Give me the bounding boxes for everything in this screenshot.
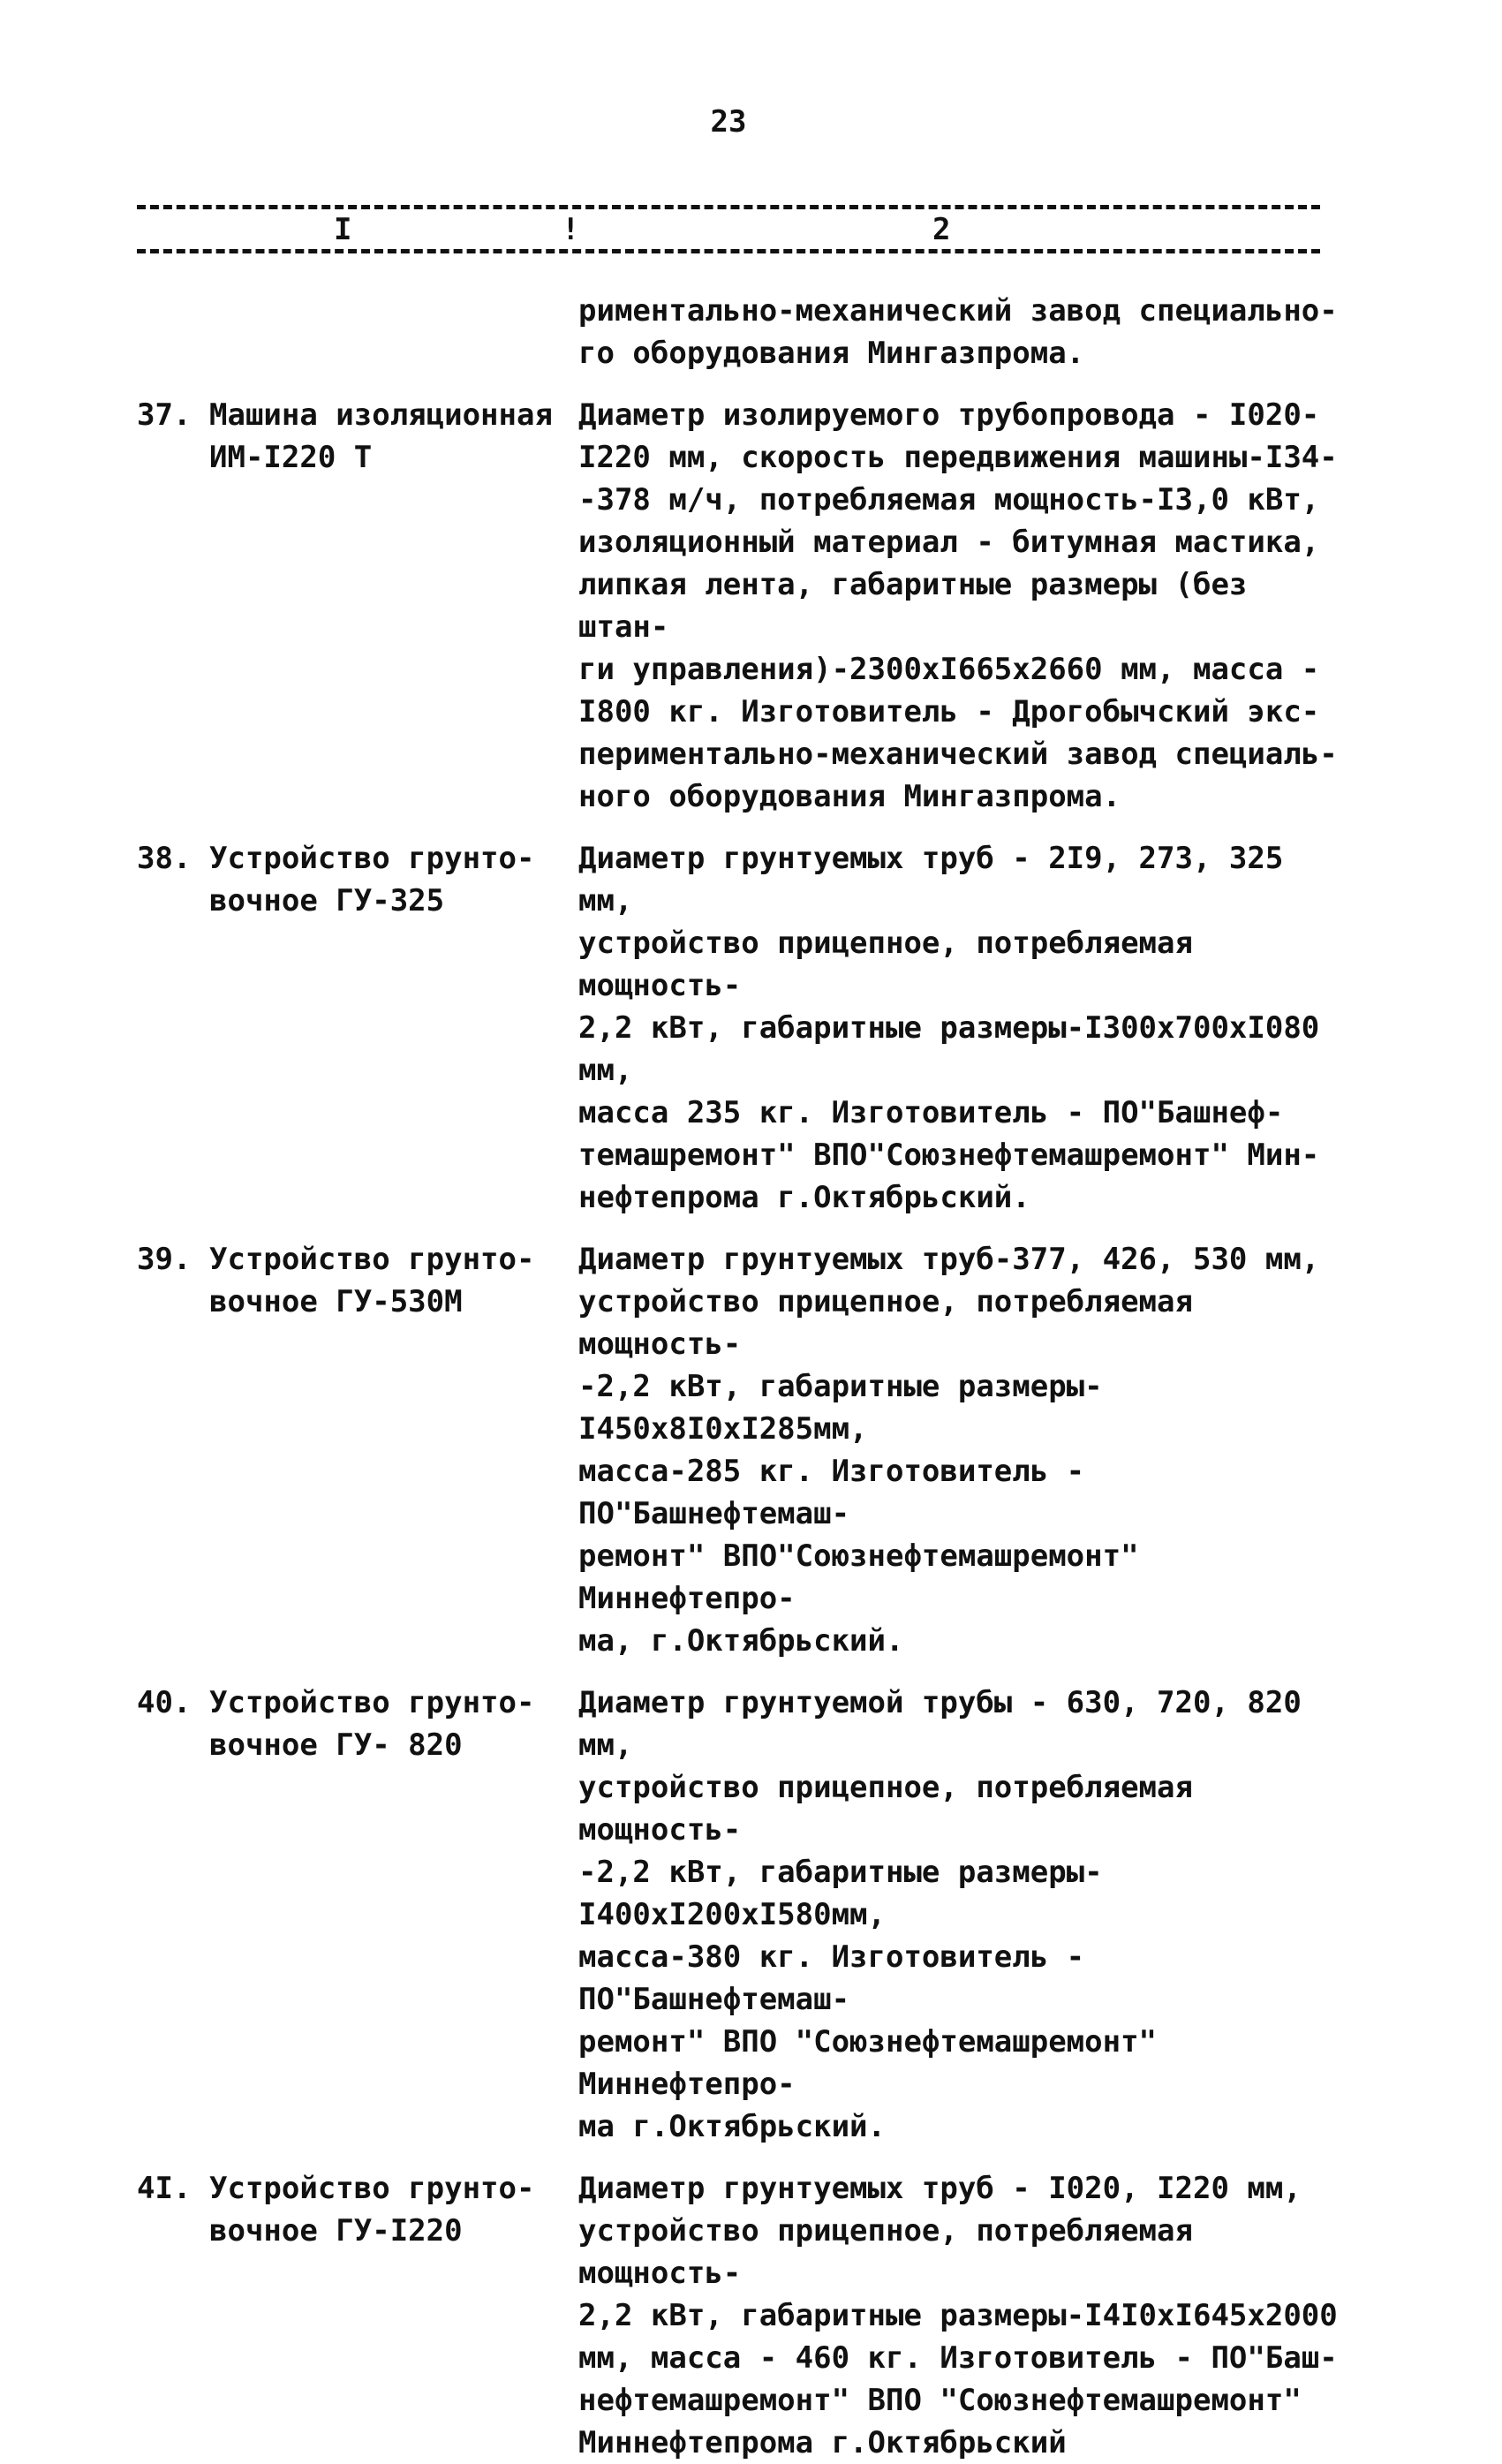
entry-left-cell [137,1238,578,1323]
column-header-separator: ! [556,212,585,247]
column-header-1: I [328,212,357,247]
table-row [137,837,1373,1219]
entry-left-cell [137,394,578,479]
entry-left-cell [137,2167,578,2252]
entry-name: Устройство грунто- вочное ГУ-530М [209,1242,535,1319]
table-row [137,1682,1373,2148]
table-header-rule-bottom [137,249,1320,253]
entry-left-cell [137,1682,578,1766]
entry-description: Диаметр грунтуемых труб-377, 426, 530 мм, устройство прицепное, потребляемая мощность- -2,2 кВт, габаритные размеры-I450x8I0xI285мм, масса-285 кг. Изготовитель - ПО"Башнефтемаш- ремонт" ВПО"Союзнефтемашремонт" Миннефтепро- ма, г.Октябрьский. [578,1242,1320,1659]
entry-name: Устройство грунто- вочное ГУ- 820 [209,1685,535,1763]
table-row [137,394,1373,818]
entry-description: Диаметр грунтуемых труб - I020, I220 мм, устройство прицепное, потребляемая мощность- 2,2 кВт, габаритные размеры-I4I0xI645x2000 мм, масса - 460 кг. Изготовитель - ПО"Баш- нефтемашремонт" ВПО "Союзнефтемашремонт" Миннефтепрома г.Октябрьский [578,2171,1338,2460]
table-row [137,1238,1373,1662]
equipment-table [137,290,1373,2464]
entry-number: 39. [137,1242,192,1277]
column-header-2: 2 [927,212,955,247]
entry-number: 4I. [137,2171,192,2206]
page-number: 23 [710,104,747,140]
entry-description: Диаметр грунтуемой трубы - 630, 720, 820 мм, устройство прицепное, потребляемая мощность- -2,2 кВт, габаритные размеры-I400xI200xI580мм, масса-380 кг. Изготовитель - ПО"Башнефтемаш- ремонт" ВПО "Союзнефтемашремонт" Миннефтепро- ма г.Октябрьский. [578,1685,1302,2144]
entry-name: Машина изоляционная ИМ-I220 Т [209,397,553,475]
entry-number: 40. [137,1685,192,1720]
entry-name: Устройство грунто- вочное ГУ-325 [209,841,535,918]
table-header-rule-top [137,205,1320,209]
entry-number: 37. [137,397,192,433]
table-row [137,2167,1373,2464]
entry-number: 38. [137,841,192,876]
entry-description: Диаметр изолируемого трубопровода - I020- I220 мм, скорость передвижения машины-I34- -378 м/ч, потребляемая мощность-I3,0 кВт, изоляционный материал - битумная мастика, липкая лента, габаритные размеры (без штан- ги управления)-2300xI665x2660 мм, масса - I800 кг. Изготовитель - Дрогобычский экс- периментально-механический завод специаль- ного оборудования Мингазпрома. [578,397,1338,814]
entry-name: Устройство грунто- вочное ГУ-I220 [209,2171,535,2249]
entry-left-cell [137,837,578,922]
entry-description: Диаметр грунтуемых труб - 2I9, 273, 325 мм, устройство прицепное, потребляемая мощность- 2,2 кВт, габаритные размеры-I300x700xI080 мм, масса 235 кг. Изготовитель - ПО"Башнеф- темашремонт" ВПО"Союзнефтемашремонт" Мин- нефтепрома г.Октябрьский. [578,841,1320,1215]
continuation-description: риментально-механический завод специально- го оборудования Мингазпрома. [578,293,1338,371]
table-row-continuation [137,290,1373,374]
